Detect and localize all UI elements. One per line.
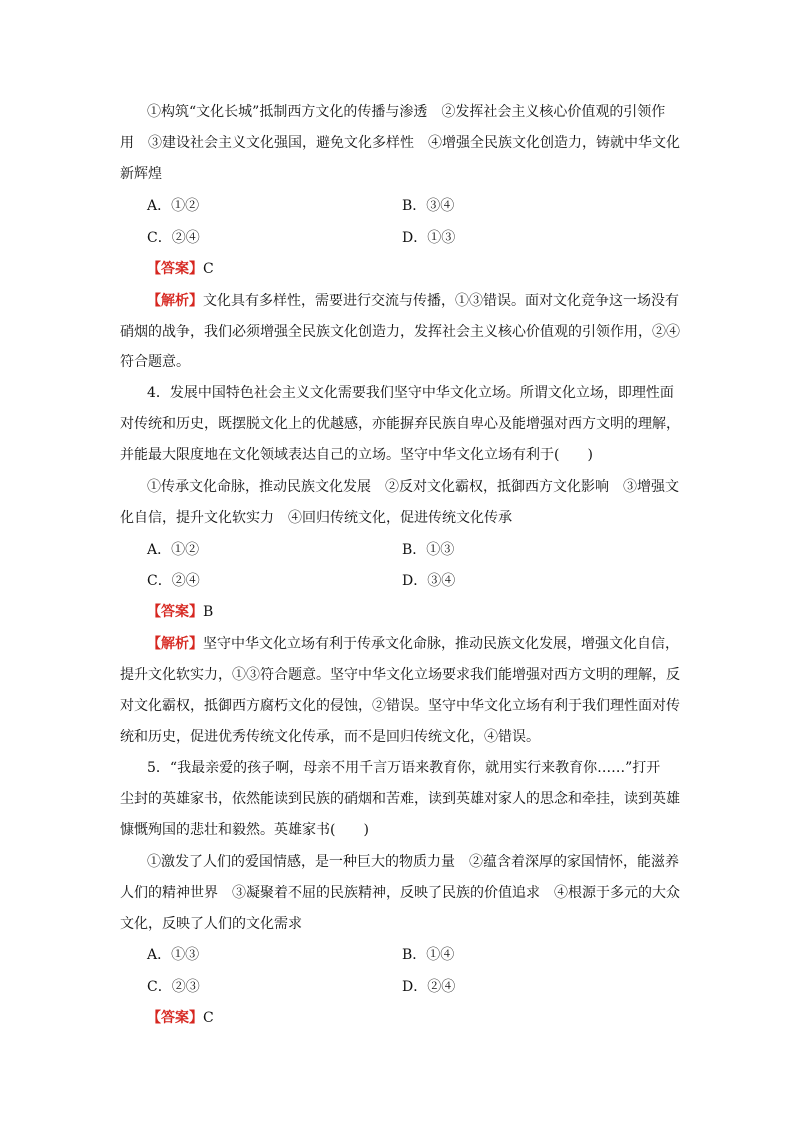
analysis-tag: 【解析】 xyxy=(147,293,203,309)
q5-statement-line: 文化，反映了人们的文化需求 xyxy=(120,916,302,932)
q3-analysis-line: 硝烟的战争，我们必须增强全民族文化创造力，发挥社会主义核心价值观的引领作用，②④ xyxy=(120,324,680,340)
q3-answer xyxy=(147,259,707,279)
q4-option-a: A．①② xyxy=(147,542,200,558)
q3-option-c: C．②④ xyxy=(147,230,200,246)
q4-stem-line: 4．发展中国特色社会主义文化需要我们坚守中华文化立场。所谓文化立场，即理性面 xyxy=(147,385,674,401)
q5-option-b: B．①④ xyxy=(402,947,455,963)
analysis-tag: 【解析】 xyxy=(147,636,203,652)
answer-tag: 【答案】 xyxy=(147,261,203,277)
q4-statement-line: 化自信，提升文化软实力 ④回归传统文化，促进传统文化传承 xyxy=(120,510,512,526)
q4-answer xyxy=(147,602,707,622)
q4-statement-line: ①传承文化命脉，推动民族文化发展 ②反对文化霸权，抵御西方文化影响 ③增强文 xyxy=(147,479,679,495)
q4-analysis-line: 提升文化软实力，①③符合题意。坚守中华文化立场要求我们能增强对西方文明的理解，反 xyxy=(120,667,680,683)
q4-analysis-line xyxy=(147,634,707,654)
q4-option-c: C．②④ xyxy=(147,573,200,589)
q3-statement-line: 新辉煌 xyxy=(120,166,162,182)
q3-option-b: B．③④ xyxy=(402,198,455,214)
answer-tag: 【答案】 xyxy=(147,1010,203,1026)
q4-stem-line: 对传统和历史，既摆脱文化上的优越感，亦能摒弃民族自卑心及能增强对西方文明的理解， xyxy=(120,416,680,432)
q4-analysis-line: 对文化霸权，抵御西方腐朽文化的侵蚀，②错误。坚守中华文化立场有利于我们理性面对传 xyxy=(120,698,680,714)
q3-analysis-line: 符合题意。 xyxy=(120,354,190,370)
analysis-text: 文化具有多样性，需要进行交流与传播，①③错误。面对文化竞争这一场没有 xyxy=(203,293,679,309)
answer-value: B xyxy=(203,604,214,620)
q5-option-a: A．①③ xyxy=(147,947,200,963)
q3-option-a: A．①② xyxy=(147,198,200,214)
q3-statement-line: 用 ③建设社会主义文化强国，避免文化多样性 ④增强全民族文化创造力，铸就中华文化 xyxy=(120,135,680,151)
q3-analysis-line xyxy=(147,291,707,311)
answer-value: C xyxy=(203,261,214,277)
q5-statement-line: 人们的精神世界 ③凝聚着不屈的民族精神，反映了民族的价值追求 ④根源于多元的大众 xyxy=(120,885,680,901)
q5-option-c: C．②③ xyxy=(147,979,200,995)
q5-statement-line: ①激发了人们的爱国情感，是一种巨大的物质力量 ②蕴含着深厚的家国情怀，能滋养 xyxy=(147,854,679,870)
q5-stem-line: 慷慨殉国的悲壮和毅然。英雄家书( ) xyxy=(120,822,369,838)
q4-option-d: D．③④ xyxy=(402,573,456,589)
q3-option-d: D．①③ xyxy=(402,230,456,246)
q4-option-b: B．①③ xyxy=(402,542,455,558)
q4-stem-line: 并能最大限度地在文化领域表达自己的立场。坚守中华文化立场有利于( ) xyxy=(120,447,593,463)
q5-answer xyxy=(147,1008,707,1028)
analysis-text: 坚守中华文化立场有利于传承文化命脉，推动民族文化发展，增强文化自信， xyxy=(203,636,679,652)
q5-option-d: D．②④ xyxy=(402,979,456,995)
q5-stem-line: 尘封的英雄家书，依然能读到民族的硝烟和苦难，读到英雄对家人的思念和牵挂，读到英雄 xyxy=(120,791,680,807)
answer-value: C xyxy=(203,1010,214,1026)
q3-statement-line: ①构筑“文化长城”抵制西方文化的传播与渗透 ②发挥社会主义核心价值观的引领作 xyxy=(147,104,666,120)
answer-tag: 【答案】 xyxy=(147,604,203,620)
q5-stem-line: 5．“我最亲爱的孩子啊，母亲不用千言万语来教育你，就用实行来教育你……”打开 xyxy=(147,760,661,776)
q4-analysis-line: 统和历史，促进优秀传统文化传承，而不是回归传统文化，④错误。 xyxy=(120,729,540,745)
